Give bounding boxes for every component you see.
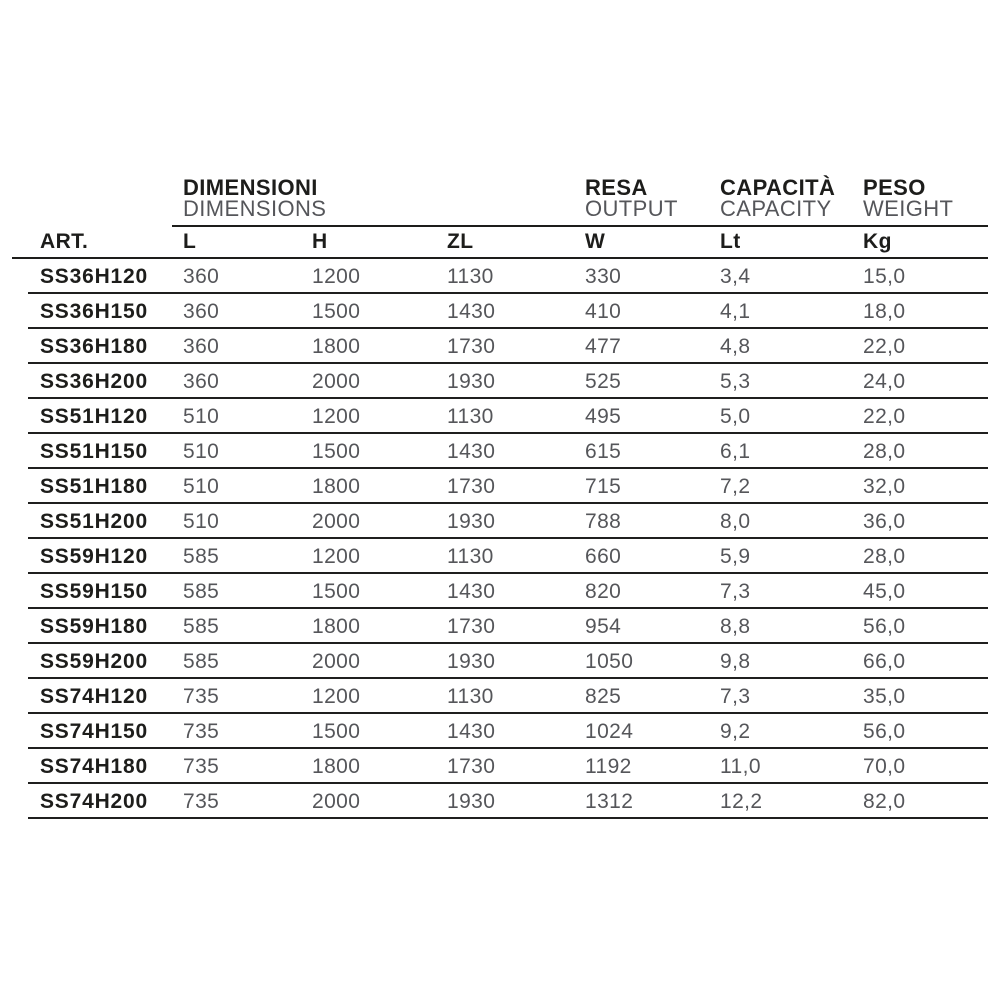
cell-h: 1800	[312, 754, 361, 778]
cell-h: 2000	[312, 789, 361, 813]
cell-art: SS51H120	[40, 404, 148, 428]
cell-art: SS36H200	[40, 369, 148, 393]
table-row	[12, 644, 988, 679]
cell-w: 1050	[585, 649, 634, 673]
cell-w: 1312	[585, 789, 634, 813]
cell-art: SS36H120	[40, 264, 148, 288]
group-title-dimensions: DIMENSIONI	[183, 175, 318, 200]
cell-l: 735	[183, 754, 220, 778]
cell-h: 1500	[312, 439, 361, 463]
cell-w: 660	[585, 544, 622, 568]
product-spec-table	[12, 170, 988, 819]
table-row	[12, 364, 988, 399]
column-header-lt: Lt	[720, 230, 741, 253]
cell-h: 1200	[312, 544, 361, 568]
group-header-rule	[172, 225, 988, 227]
cell-lt: 4,8	[720, 334, 751, 358]
group-subtitle-dimensions: DIMENSIONS	[183, 196, 327, 221]
cell-w: 820	[585, 579, 622, 603]
cell-kg: 32,0	[863, 474, 906, 498]
cell-l: 585	[183, 614, 220, 638]
cell-kg: 28,0	[863, 439, 906, 463]
cell-l: 510	[183, 439, 220, 463]
cell-h: 1200	[312, 684, 361, 708]
group-title-output: RESA	[585, 175, 648, 200]
cell-zl: 1430	[447, 579, 496, 603]
cell-art: SS59H180	[40, 614, 148, 638]
cell-lt: 7,2	[720, 474, 751, 498]
cell-kg: 36,0	[863, 509, 906, 533]
cell-zl: 1730	[447, 614, 496, 638]
cell-lt: 9,2	[720, 719, 751, 743]
group-header-row	[12, 170, 988, 225]
cell-kg: 35,0	[863, 684, 906, 708]
cell-zl: 1730	[447, 474, 496, 498]
cell-lt: 11,0	[720, 754, 761, 778]
cell-l: 585	[183, 649, 220, 673]
cell-art: SS74H200	[40, 789, 148, 813]
table-row	[12, 434, 988, 469]
table-row	[12, 399, 988, 434]
cell-kg: 66,0	[863, 649, 906, 673]
cell-w: 615	[585, 439, 622, 463]
cell-art: SS74H120	[40, 684, 148, 708]
group-subtitle-weight: WEIGHT	[863, 196, 954, 221]
cell-l: 510	[183, 404, 220, 428]
cell-h: 1500	[312, 299, 361, 323]
cell-lt: 3,4	[720, 264, 751, 288]
table-row	[12, 539, 988, 574]
cell-l: 510	[183, 509, 220, 533]
column-header-h: H	[312, 230, 328, 253]
cell-zl: 1930	[447, 369, 496, 393]
table-row	[12, 679, 988, 714]
cell-h: 1800	[312, 474, 361, 498]
cell-w: 477	[585, 334, 622, 358]
cell-zl: 1430	[447, 719, 496, 743]
cell-h: 1800	[312, 614, 361, 638]
cell-kg: 22,0	[863, 334, 906, 358]
cell-l: 735	[183, 789, 220, 813]
cell-lt: 5,9	[720, 544, 751, 568]
cell-lt: 8,8	[720, 614, 751, 638]
cell-art: SS51H150	[40, 439, 148, 463]
table-body	[12, 259, 988, 819]
column-header-w: W	[585, 230, 606, 253]
cell-h: 2000	[312, 509, 361, 533]
cell-h: 2000	[312, 649, 361, 673]
cell-w: 495	[585, 404, 622, 428]
table-row	[12, 749, 988, 784]
cell-l: 360	[183, 264, 220, 288]
cell-h: 1500	[312, 579, 361, 603]
table-row	[12, 609, 988, 644]
group-header-capacity	[720, 177, 863, 219]
cell-zl: 1930	[447, 509, 496, 533]
cell-art: SS74H180	[40, 754, 148, 778]
cell-w: 410	[585, 299, 622, 323]
column-header-zl: ZL	[447, 230, 474, 253]
cell-l: 510	[183, 474, 220, 498]
cell-zl: 1130	[447, 684, 494, 708]
table-row	[12, 574, 988, 609]
table-row	[12, 504, 988, 539]
group-title-weight: PESO	[863, 175, 926, 200]
cell-lt: 7,3	[720, 579, 751, 603]
cell-kg: 22,0	[863, 404, 906, 428]
cell-w: 788	[585, 509, 622, 533]
cell-w: 825	[585, 684, 622, 708]
cell-lt: 8,0	[720, 509, 751, 533]
cell-zl: 1930	[447, 649, 496, 673]
cell-zl: 1430	[447, 439, 496, 463]
cell-zl: 1730	[447, 334, 496, 358]
cell-art: SS36H180	[40, 334, 148, 358]
cell-art: SS51H200	[40, 509, 148, 533]
cell-lt: 9,8	[720, 649, 751, 673]
cell-kg: 56,0	[863, 719, 906, 743]
cell-lt: 5,3	[720, 369, 751, 393]
cell-w: 715	[585, 474, 622, 498]
cell-lt: 6,1	[720, 439, 751, 463]
cell-kg: 15,0	[863, 264, 906, 288]
cell-art: SS59H200	[40, 649, 148, 673]
cell-art: SS59H150	[40, 579, 148, 603]
cell-zl: 1130	[447, 544, 494, 568]
cell-w: 1024	[585, 719, 634, 743]
cell-l: 735	[183, 719, 220, 743]
cell-l: 585	[183, 544, 220, 568]
column-header-art: ART.	[40, 230, 89, 253]
cell-art: SS59H120	[40, 544, 148, 568]
cell-kg: 82,0	[863, 789, 906, 813]
table-row	[12, 714, 988, 749]
table-row	[12, 329, 988, 364]
cell-art: SS51H180	[40, 474, 148, 498]
cell-lt: 5,0	[720, 404, 751, 428]
cell-l: 360	[183, 334, 220, 358]
cell-kg: 24,0	[863, 369, 906, 393]
group-subtitle-capacity: CAPACITY	[720, 196, 832, 221]
cell-h: 1500	[312, 719, 361, 743]
cell-l: 735	[183, 684, 220, 708]
cell-l: 360	[183, 299, 220, 323]
cell-kg: 18,0	[863, 299, 906, 323]
cell-l: 360	[183, 369, 220, 393]
cell-h: 1200	[312, 404, 361, 428]
group-subtitle-output: OUTPUT	[585, 196, 678, 221]
cell-h: 2000	[312, 369, 361, 393]
cell-h: 1800	[312, 334, 361, 358]
cell-l: 585	[183, 579, 220, 603]
cell-lt: 7,3	[720, 684, 751, 708]
cell-zl: 1130	[447, 264, 494, 288]
cell-zl: 1430	[447, 299, 496, 323]
cell-zl: 1730	[447, 754, 496, 778]
cell-lt: 4,1	[720, 299, 751, 323]
cell-kg: 45,0	[863, 579, 906, 603]
table-row	[12, 784, 988, 819]
group-header-output	[585, 177, 720, 219]
cell-w: 954	[585, 614, 622, 638]
cell-art: SS36H150	[40, 299, 148, 323]
cell-art: SS74H150	[40, 719, 148, 743]
cell-kg: 70,0	[863, 754, 906, 778]
table-row	[12, 294, 988, 329]
group-title-capacity: CAPACITÀ	[720, 175, 836, 200]
column-header-l: L	[183, 230, 197, 253]
group-header-weight	[863, 177, 988, 219]
cell-w: 330	[585, 264, 622, 288]
column-header-kg: Kg	[863, 230, 892, 253]
table-row	[12, 259, 988, 294]
group-header-dimensions	[183, 177, 585, 219]
cell-kg: 56,0	[863, 614, 906, 638]
table-row	[12, 469, 988, 504]
column-header-row	[12, 227, 988, 259]
cell-w: 525	[585, 369, 622, 393]
cell-w: 1192	[585, 754, 632, 778]
cell-zl: 1930	[447, 789, 496, 813]
cell-lt: 12,2	[720, 789, 763, 813]
cell-h: 1200	[312, 264, 361, 288]
cell-zl: 1130	[447, 404, 494, 428]
cell-kg: 28,0	[863, 544, 906, 568]
